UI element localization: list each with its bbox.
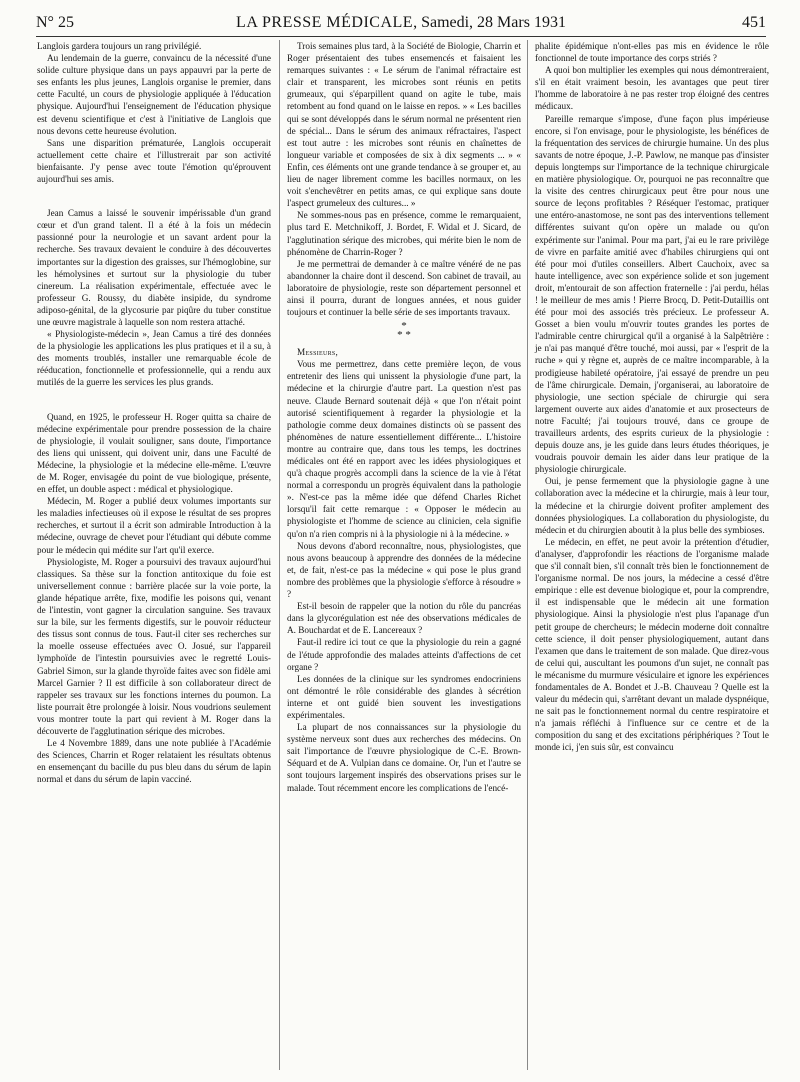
column-divider	[279, 40, 280, 1070]
paragraph: Sans une disparition prématurée, Langlois occuperait actuellement cette chaire et l'illustrerait par son activité bienfaisante. J'y pense avec toute l'émotion qu'éprouvent aujourd'hui ses amis.	[37, 137, 271, 185]
running-header	[36, 14, 766, 36]
column-divider	[527, 40, 528, 1070]
paragraph: phalite épidémique n'ont-elles pas mis en évidence le rôle fonctionnel de toute importance des corps striés ?	[535, 41, 769, 64]
section-asterism	[287, 322, 521, 340]
column-3	[535, 40, 769, 754]
paragraph: Oui, je pense fermement que la physiologie gagne à une collaboration avec la médecine et la chirurgie, mais à leur tour, la médecine et la chirurgie doivent profiter amplement des données physiologiques. La collaboration du physiologiste, du médecin et du chirurgien aboutit à la plus belle des symbioses.	[535, 476, 769, 535]
journal-title: LA PRESSE MÉDICALE	[236, 14, 414, 31]
paragraph: A quoi bon multiplier les exemples qui nous démontreraient, s'il en était vraiment besoin, les avantages que peut tirer l'homme de laboratoire à ne pas rester trop éloigné des centres médicaux.	[535, 65, 769, 112]
paragraph: Est-il besoin de rappeler que la notion du rôle du pancréas dans la glycorégulation est née des observations médicales de A. Bouchardat et de E. Lancereaux ?	[287, 601, 521, 636]
column-1	[37, 40, 271, 785]
paragraph: Physiologiste, M. Roger a poursuivi des travaux aujourd'hui classiques. Sa thèse sur la fonction antitoxique du foie est universellement connue : barrière placée sur la voie porte, la glande hépatique arrête, fixe, modifie les poisons qui, venant de l'intestin, vont gagner la circulation sanguine. Ses travaux sur la bile, sur les ferments digestifs, sur le pouvoir réducteur des tissus sont connus de tous. Faut-il citer ses recherches sur la moelle osseuse effectuées avec O. Josué, sur l'appareil lymphoïde de l'intestin poursuivies avec le regretté Louis-Gabriel Simon, sur la glande thyroïde faites avec son fidèle ami Marcel Garnier ? Il est difficile à son collaborateur direct de rappeler ses travaux sur les fonctions internes du poumon. La liste pourrait être prolongée à loisir. Nous voudrions seulement vous montrer toute la part qui revient à M. Roger dans la découverte de l'agglutination sérique des microbes.	[37, 556, 271, 736]
header-rule	[36, 36, 766, 37]
masthead: LA PRESSE MÉDICALE, Samedi, 28 Mars 1931	[236, 14, 566, 31]
section-gap	[37, 185, 271, 207]
issue-date: Samedi, 28 Mars 1931	[421, 14, 566, 31]
asterism-bottom: * *	[397, 329, 411, 342]
paragraph: Vous me permettrez, dans cette première leçon, de vous entretenir des liens qui unissent la physiologie d'une part, la médecine et la chirurgie d'autre part. La question n'est pas neuve. Claude Bernard soutenait déjà « que l'on n'était point autorisé scientifiquement à regarder la physiologie et la pathologie comme deux domaines distincts où se passent des phénomènes de nature essentiellement différente... L'histoire montre au contraire que, dans tous les temps, les doctrines médicales ont été en rapport avec les idées physiologiques et qu'à chaque progrès accompli dans la science de la vie à l'état normal a correspondu un progrès équivalent dans la pathologie ». N'est-ce pas la même idée que défend Charles Richet lorsqu'il fait cette remarque : « Opposer le médecin au physiologiste et l'homme de science au clinicien, cela signifie qu'on n'a rien compris ni à la physiologie ni à la médecine. »	[287, 359, 521, 539]
paragraph: La plupart de nos connaissances sur la physiologie du système nerveux sont dues aux recherches des médecins. On sait l'importance de l'œuvre physiologique de C.-E. Brown-Séquard et de A. Vulpian dans ce domaine. Or, l'un et l'autre se sont toujours largement inspirés des observations prises sur le malade. Tout récemment encore les complications de l'encé-	[287, 722, 521, 793]
column-2	[287, 40, 521, 794]
paragraph: Quand, en 1925, le professeur H. Roger quitta sa chaire de médecine expérimentale pour prendre possession de la chaire de physiologie, il voulait souligner, sans doute, l'importance des liens qui unissent, qui doivent unir, dans une Faculté de Médecine, la physiologie et la médecine elle-même. L'œuvre de M. Roger, envisagée du point de vue biologique, présente, en effet, un double aspect : médical et physiologique.	[37, 411, 271, 495]
paragraph: « Physiologiste-médecin », Jean Camus a tiré des données de la physiologie les applications les plus pratiques et il a su, à des moments troublés, installer une remarquable école de rééducation, fonctionnelle et professionnelle, qui a rendu aux mutilés de la guerre les services les plus grands.	[37, 329, 271, 388]
paragraph: Nous devons d'abord reconnaître, nous, physiologistes, que nous avons beaucoup à apprendre des données de la médecine et, de fait, n'est-ce pas la médecine « qui pose le plus grand nombre des problèmes que la physiologie s'efforce à résoudre » ?	[287, 540, 521, 600]
issue-number: N° 25	[36, 14, 74, 31]
paragraph: Pareille remarque s'impose, d'une façon plus impérieuse encore, si l'on envisage, pour le physiologiste, les bénéfices de la fréquentation des services de chirurgie humaine. Un des plus savants de notre époque, J.-P. Pawlow, ne manque pas d'insister depuis longtemps sur l'importance de la technique chirurgicale en matière physiologique. Or, pourquoi ne pas reconnaître que la visite des centres chirurgicaux peut être pour nous une source de leçons profitables ? Réséquer l'estomac, pratiquer une entéro-anastomose, ne sont pas des interventions tellement différentes suivant qu'on opère un malade ou qu'on expérimente sur l'animal. Pour ma part, j'ai eu le rare privilège de vivre en parfaite amitié avec d'habiles chirurgiens qui ont été pour moi d'utiles conseillers. Albert Cauchoix, avec sa haute intelligence, avec son expérience solide et son jugement droit, m'entourait de son affection fraternelle : j'ai perdu, hélas ! le meilleur de mes amis ! Pierre Brocq, D. Petit-Dutaillis ont été pour moi des associés très précieux. Le professeur A. Gosset a bien voulu m'ouvrir toutes grandes les portes de l'admirable centre chirurgical qu'il a organisé à la Salpêtrière : je n'ai pas manqué d'être touché, moi aussi, par « l'esprit de la ruche » qui y règne et, auprès de ce maître incomparable, à la prodigieuse habileté opératoire, j'ai essayé de prendre un peu de l'âme chirurgicale. Demain, j'organiserai, au laboratoire de physiologie, une section spéciale de chirurgie qui sera largement ouverte aux aides d'anatomie et aux prosecteurs de notre Faculté; j'ai toujours trouvé, dans ce groupe de travailleurs ardents, des esprits curieux de la physiologie : depuis douze ans, je les guide dans leurs études théoriques, je voudrais pouvoir demain les aider dans leur pratique de la physiologie chirurgicale.	[535, 113, 769, 475]
paragraph: Ne sommes-nous pas en présence, comme le remarquaient, plus tard E. Metchnikoff, J. Bordet, F. Widal et J. Sicard, de l'agglutination sérique des microbes, qui mérite bien le nom de phénomène de Charrin-Roger ?	[287, 210, 521, 257]
paragraph: Les données de la clinique sur les syndromes endocriniens ont démontré le rôle considérable des glandes à sécrétion interne et ont guidé bien souvent les investigations expérimentales.	[287, 673, 521, 720]
paragraph: Jean Camus a laissé le souvenir impérissable d'un grand cœur et d'un grand talent. Il a été à la fois un médecin passionné pour la neurologie et un savant ardent pour la recherche. Ses travaux devaient le conduire à des découvertes importantes sur la digestion des graisses, sur l'hémoglobine, sur les hémolysines et surtout sur la physiologie du tuber cinereum. La réalisation expérimentale, effectuée avec le professeur G. Roussy, du diabète insipide, du syndrome adiposo-génital, de la glycosurie par piqûre du tuber constitue une œuvre magistrale à laquelle son nom restera attaché.	[37, 208, 271, 327]
paragraph: Au lendemain de la guerre, convaincu de la nécessité d'une solide culture physique dans un pays appauvri par la perte de ses enfants les plus jeunes, Langlois organise le premier, dans cette Faculté, un cours de physiologie appliquée à l'éducation physique. Aujourd'hui l'enseignement de l'éducation physique est devenu scientifique et c'est à l'initiative de Langlois que nous devons cette heureuse évolution.	[37, 53, 271, 136]
paragraph: Médecin, M. Roger a publié deux volumes importants sur les maladies infectieuses où il expose le résultat de ses propres recherches, et surtout il a écrit son admirable Introduction à la médecine, ouvrage de chevet pour l'étudiant qui débute comme pour le médecin qui médite sur l'art qu'il exerce.	[37, 496, 271, 555]
section-gap	[37, 389, 271, 411]
paragraph: Langlois gardera toujours un rang privilégié.	[37, 41, 202, 51]
paragraph: Faut-il redire ici tout ce que la physiologie du rein a gagné de l'étude approfondie des malades atteints d'affections de cet organe ?	[287, 637, 521, 672]
paragraph: Trois semaines plus tard, à la Société de Biologie, Charrin et Roger présentaient des tubes ensemencés et faisaient les remarques suivantes : « Le sérum de l'animal réfractaire est clair et transparent, les microbes sont réunis en petits grumeaux, qui s'éparpillent quand on agite le tube, mais retombent au fond quand on le laisse en repos. » « Les bacilles qui se sont développés dans le sérum normal ne présentent rien de spécial... Dans le sérum des animaux réfractaires, l'aspect est tout autre : les microbes sont réunis en chaînettes de longueur variable et composées de six à dix segments ... » « Enfin, ces éléments ont une grande tendance à se grouper et, au lieu de nager librement comme les bacilles normaux, on les voit s'enchevêtrer en petits amas, ce qui explique sans doute l'aspect grumeleux des cultures... »	[287, 41, 521, 209]
salutation: Messieurs,	[297, 347, 339, 358]
paragraph: Le 4 Novembre 1889, dans une note publiée à l'Académie des Sciences, Charrin et Roger relataient les résultats obtenus en ensemençant du bacille du pus bleu dans du sérum de lapin normal et dans du sérum de lapin vacciné.	[37, 738, 271, 785]
paragraph: Je me permettrai de demander à ce maître vénéré de ne pas abandonner la chaire dont il descend. Son cabinet de travail, au laboratoire de physiologie, reste son département personnel et ainsi il pourra, durant de longues années, et nous guider toujours et continuer la belle série de ses importants travaux.	[287, 258, 521, 318]
asterism-top: *	[401, 320, 407, 333]
page-number: 451	[742, 14, 766, 31]
paragraph: Le médecin, en effet, ne peut avoir la prétention d'étudier, d'analyser, d'approfondir les réactions de l'organisme malade que s'il connaît bien, s'il connaît très bien le fonctionnement de l'organisme normal. De nos jours, la médecine a cessé d'être empirique : elle est devenue biologique et, pour la comprendre, il est indispensable que le médecin ait une formation physiologique. Ainsi la physiologie n'est plus l'apanage d'un petit groupe de chercheurs; le médecin moderne doit connaître cette science, il doit penser physiologiquement, autant dans l'examen que dans le traitement de son malade. Que direz-vous de celui qui, auscultant les poumons d'un sujet, ne connaît pas le mécanisme du murmure vésiculaire et ignore les expériences fondamentales de A. Bondet et J.-B. Chauveau ? Quelle est la valeur du médecin qui, s'arrêtant devant un malade dyspnéique, ne sait pas le fonctionnement normal du centre respiratoire et n'a jamais réfléchi à l'influence sur ce centre et de la composition du sang et des excitations périphériques ? Tout le monde ici, j'en suis sûr, est convaincu	[535, 536, 769, 753]
